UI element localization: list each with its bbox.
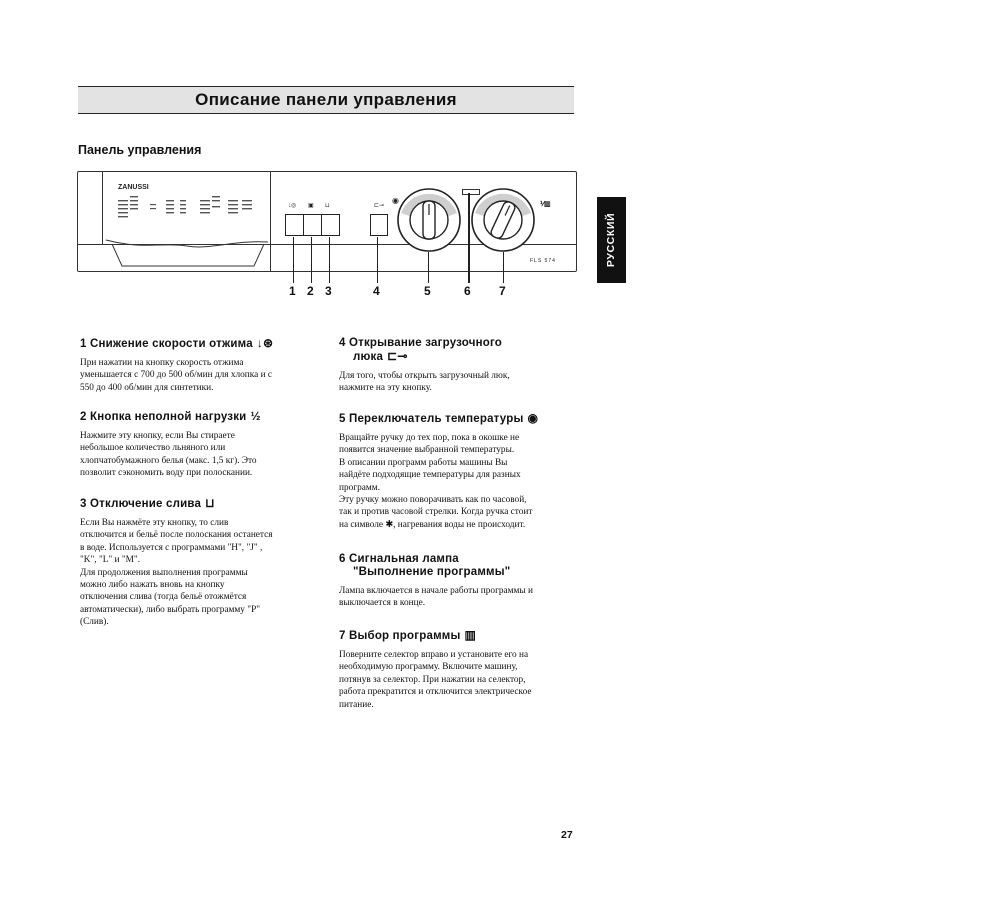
callout-line-4 xyxy=(377,237,378,283)
program-selector-knob[interactable] xyxy=(470,187,536,253)
callout-line-6 xyxy=(468,193,470,283)
drawer-left-edge xyxy=(102,172,103,244)
section-7-heading: 7 Выбор программы ▥ xyxy=(339,628,477,642)
section-4-heading: 4 Открывание загрузочного люка ⊏⊸ xyxy=(339,337,503,363)
program-selector-icon: ⅟▥ xyxy=(540,201,551,208)
section-subtitle: Панель управления xyxy=(78,143,202,157)
section-4 xyxy=(339,337,577,395)
rinse-hold-heading-icon: ⊔ xyxy=(205,496,215,510)
callout-number-5: 5 xyxy=(424,284,431,298)
rinse-hold-button[interactable] xyxy=(321,214,340,236)
section-4-body: Для того, чтобы открыть загрузочный люк, нажмите на эту кнопку. xyxy=(339,371,510,394)
callout-line-1 xyxy=(293,237,294,283)
program-table-graphic xyxy=(116,194,266,230)
section-7-body: Поверните селектор вправо и установите его на необходимую программу. Включите машину, потянув за селектор. При нажатии на селектор, работа прекратится и отключится электрическое питание. xyxy=(339,650,532,710)
language-tab xyxy=(597,197,626,283)
temperature-knob[interactable] xyxy=(396,187,462,253)
section-2-body: Нажмите эту кнопку, если Вы стираете небольшое количество льняного или хлопчатобумажного белья (макс. 1,5 кг). Это позволит сэкономить воду при полоскании. xyxy=(80,431,257,479)
temperature-icon: ◉ xyxy=(392,196,399,205)
rinse-hold-icon: ⊔ xyxy=(325,203,330,209)
model-label: FLS 574 xyxy=(530,258,556,264)
section-7 xyxy=(339,629,577,711)
section-5 xyxy=(339,412,577,531)
section-5-body: Вращайте ручку до тех пор, пока в окошке не появится значение выбранной температуры. В описании программ работы машины Вы найдёте подходящие температуры для разных программ. Эту ручку можно поворачивать как по часовой, так и против часовой стрелки. Когда ручка стоит на символе ✱, нагревания воды не происходит. xyxy=(339,433,533,530)
section-3 xyxy=(80,497,318,629)
section-1-body: При нажатии на кнопку скорость отжима уменьшается с 700 до 500 об/мин для хлопка и с 550 до 400 об/мин для синтетики. xyxy=(80,358,273,393)
callout-line-3 xyxy=(329,237,330,283)
callout-number-6: 6 xyxy=(464,284,471,298)
callout-line-2 xyxy=(311,237,312,283)
section-2-heading: 2 Кнопка неполной нагрузки ½ xyxy=(80,409,261,423)
section-2 xyxy=(80,410,318,480)
control-panel-illustration xyxy=(77,171,577,272)
language-tab-label: РУССКИЙ xyxy=(605,212,618,268)
page-number: 27 xyxy=(561,829,573,841)
half-load-heading-icon: ½ xyxy=(250,409,261,423)
brand-label: ZANUSSI xyxy=(118,184,149,191)
callout-line-7 xyxy=(503,252,504,283)
door-open-heading-icon: ⊏⊸ xyxy=(387,349,408,363)
spin-reduce-heading-icon: ↓⊛ xyxy=(256,336,274,350)
page-title: Описание панели управления xyxy=(195,90,457,109)
door-open-button[interactable] xyxy=(370,214,388,236)
door-open-icon: ⊏⊸ xyxy=(374,203,385,209)
spin-reduce-button[interactable] xyxy=(285,214,304,236)
panel-divider-left xyxy=(78,244,102,245)
callout-number-7: 7 xyxy=(499,284,506,298)
half-load-button[interactable] xyxy=(303,214,322,236)
callout-number-3: 3 xyxy=(325,284,332,298)
drawer-right-edge xyxy=(270,172,271,271)
callout-number-4: 4 xyxy=(373,284,380,298)
half-load-icon: ▣ xyxy=(308,203,314,209)
callout-line-5 xyxy=(428,252,429,283)
section-6 xyxy=(339,553,577,610)
temperature-heading-icon: ◉ xyxy=(527,411,539,425)
section-6-body: Лампа включается в начале работы программы и выключается в конце. xyxy=(339,586,533,609)
section-6-heading: 6 Сигнальная лампа "Выполнение программы" xyxy=(339,553,511,578)
section-3-heading: 3 Отключение слива ⊔ xyxy=(80,496,215,510)
section-3-body: Если Вы нажмёте эту кнопку, то слив отключится и бельё после полоскания останется в воде. Используется с программами "H", "J" , "K", "L" и "M". Для продолжения выполнения программы можно либо нажать вновь на кнопку отключения слива (тогда бельё отожмётся автоматически), либо выбрать программу "P" (Слив). xyxy=(80,518,273,628)
section-1-heading: 1 Снижение скорости отжима ↓⊛ xyxy=(80,336,274,350)
drawer-handle-graphic xyxy=(104,236,270,270)
callout-number-2: 2 xyxy=(307,284,314,298)
section-1 xyxy=(80,337,318,394)
callout-number-1: 1 xyxy=(289,284,296,298)
page-title-bar xyxy=(78,86,574,114)
spin-reduce-icon: ↓◎ xyxy=(288,203,297,209)
section-5-heading: 5 Переключатель температуры ◉ xyxy=(339,411,539,425)
program-select-heading-icon: ▥ xyxy=(464,628,477,642)
